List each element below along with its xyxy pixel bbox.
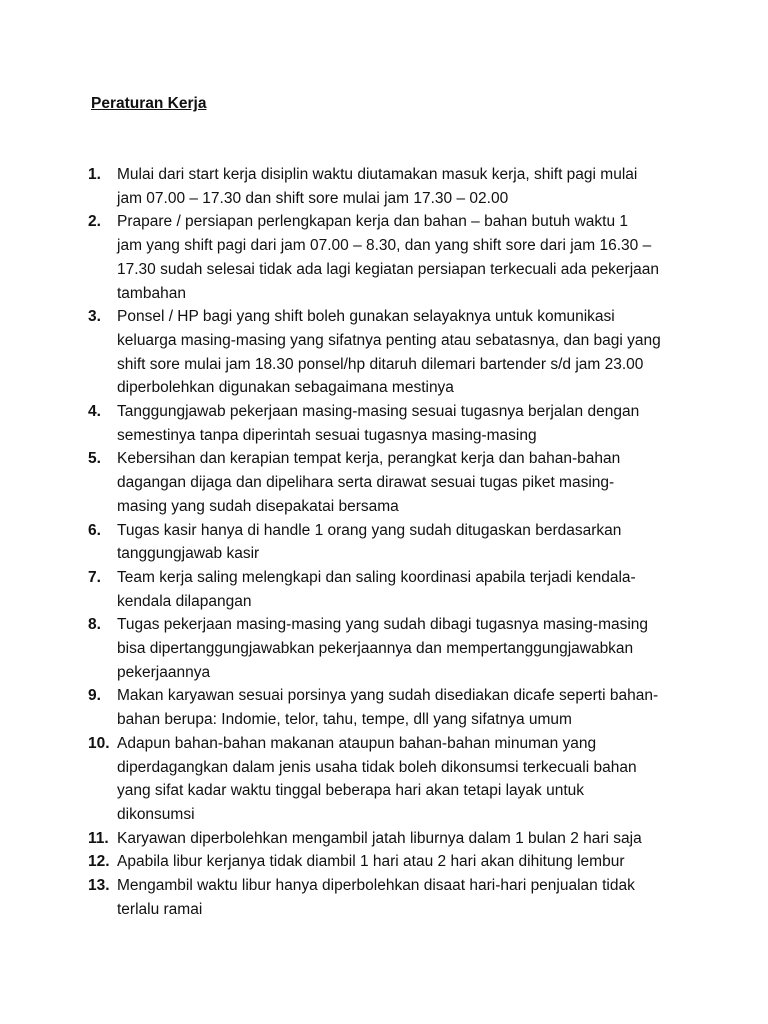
rule-item	[88, 566, 688, 613]
rule-text-line: dagangan dijaga dan dipelihara serta dirawat sesuai tugas piket masing-	[117, 474, 615, 492]
rule-item	[88, 613, 688, 684]
rule-text-line: jam yang shift pagi dari jam 07.00 – 8.30, dan yang shift sore dari jam 16.30 –	[117, 237, 652, 255]
rule-text-line: Mengambil waktu libur hanya diperbolehkan disaat hari-hari penjualan tidak	[117, 877, 635, 895]
rule-number: 7.	[88, 568, 101, 586]
rule-text-line: diperdagangkan dalam jenis usaha tidak boleh dikonsumsi terkecuali bahan	[117, 758, 637, 776]
rule-text-line: keluarga masing-masing yang sifatnya penting atau sebatasnya, dan bagi yang	[117, 331, 661, 349]
rules-list	[88, 163, 688, 922]
rule-number: 6.	[88, 521, 101, 539]
rule-text-line: dikonsumsi	[117, 805, 195, 823]
rule-item	[88, 519, 688, 566]
rule-text-line: Kebersihan dan kerapian tempat kerja, perangkat kerja dan bahan-bahan	[117, 450, 621, 468]
rule-text-line: bahan berupa: Indomie, telor, tahu, tempe, dll yang sifatnya umum	[117, 711, 572, 729]
rule-text-line: 17.30 sudah selesai tidak ada lagi kegiatan persiapan terkecuali ada pekerjaan	[117, 260, 660, 278]
rule-item	[88, 684, 688, 731]
rule-item	[88, 210, 688, 305]
rule-text-line: kendala dilapangan	[117, 592, 252, 610]
rule-number: 9.	[88, 687, 101, 705]
rule-item	[88, 447, 688, 518]
rule-number: 3.	[88, 308, 101, 326]
rule-text-line: Makan karyawan sesuai porsinya yang sudah disediakan dicafe seperti bahan-	[117, 687, 659, 705]
rule-text-line: pekerjaannya	[117, 663, 211, 681]
rule-item	[88, 400, 688, 447]
rule-text-line: yang sifat kadar waktu tinggal beberapa hari akan tetapi layak untuk	[117, 782, 585, 800]
rule-text-line: bisa dipertanggungjawabkan pekerjaannya dan mempertanggungjawabkan	[117, 640, 634, 658]
rule-text-line: Karyawan diperbolehkan mengambil jatah liburnya dalam 1 bulan 2 hari saja	[117, 829, 642, 847]
rule-text-line: Tanggungjawab pekerjaan masing-masing sesuai tugasnya berjalan dengan	[117, 403, 640, 421]
rule-item	[88, 874, 688, 921]
rule-text-line: diperbolehkan digunakan sebagaimana mestinya	[117, 379, 454, 397]
rule-text-line: shift sore mulai jam 18.30 ponsel/hp ditaruh dilemari bartender s/d jam 23.00	[117, 355, 644, 373]
document-title: Peraturan Kerja	[91, 95, 207, 112]
rule-text-line: tanggungjawab kasir	[117, 545, 260, 563]
rule-text-line: masing yang sudah disepakatai bersama	[117, 497, 399, 515]
rule-item	[88, 850, 688, 874]
rule-text-line: Team kerja saling melengkapi dan saling koordinasi apabila terjadi kendala-	[117, 568, 636, 586]
rule-text-line: Adapun bahan-bahan makanan ataupun bahan-bahan minuman yang	[117, 734, 597, 752]
rule-text-line: semestinya tanpa diperintah sesuai tugasnya masing-masing	[117, 426, 537, 444]
rule-text-line: jam 07.00 – 17.30 dan shift sore mulai jam 17.30 – 02.00	[117, 189, 509, 207]
rule-number: 5.	[88, 450, 101, 468]
rule-number: 11.	[88, 829, 109, 847]
rule-number: 4.	[88, 403, 101, 421]
rule-number: 2.	[88, 213, 101, 231]
rule-text-line: Apabila libur kerjanya tidak diambil 1 hari atau 2 hari akan dihitung lembur	[117, 853, 625, 871]
rule-text-line: tambahan	[117, 284, 186, 302]
rule-text-line: Tugas kasir hanya di handle 1 orang yang sudah ditugaskan berdasarkan	[117, 521, 622, 539]
rule-text-line: Ponsel / HP bagi yang shift boleh gunakan selayaknya untuk komunikasi	[117, 308, 615, 326]
rule-item	[88, 305, 688, 400]
rule-number: 13.	[88, 877, 110, 895]
rule-number: 1.	[88, 166, 101, 183]
rule-number: 12.	[88, 853, 110, 871]
rule-text-line: Prapare / persiapan perlengkapan kerja dan bahan – bahan butuh waktu 1	[117, 213, 629, 231]
rule-item	[88, 732, 688, 827]
rule-number: 8.	[88, 616, 101, 634]
rule-item	[88, 827, 688, 851]
rule-number: 10.	[88, 734, 110, 752]
rule-text-line: terlalu ramai	[117, 900, 203, 918]
rule-text-line: Tugas pekerjaan masing-masing yang sudah dibagi tugasnya masing-masing	[117, 616, 649, 634]
rule-item	[88, 163, 688, 210]
rule-text-line: Mulai dari start kerja disiplin waktu diutamakan masuk kerja, shift pagi mulai	[117, 166, 638, 183]
